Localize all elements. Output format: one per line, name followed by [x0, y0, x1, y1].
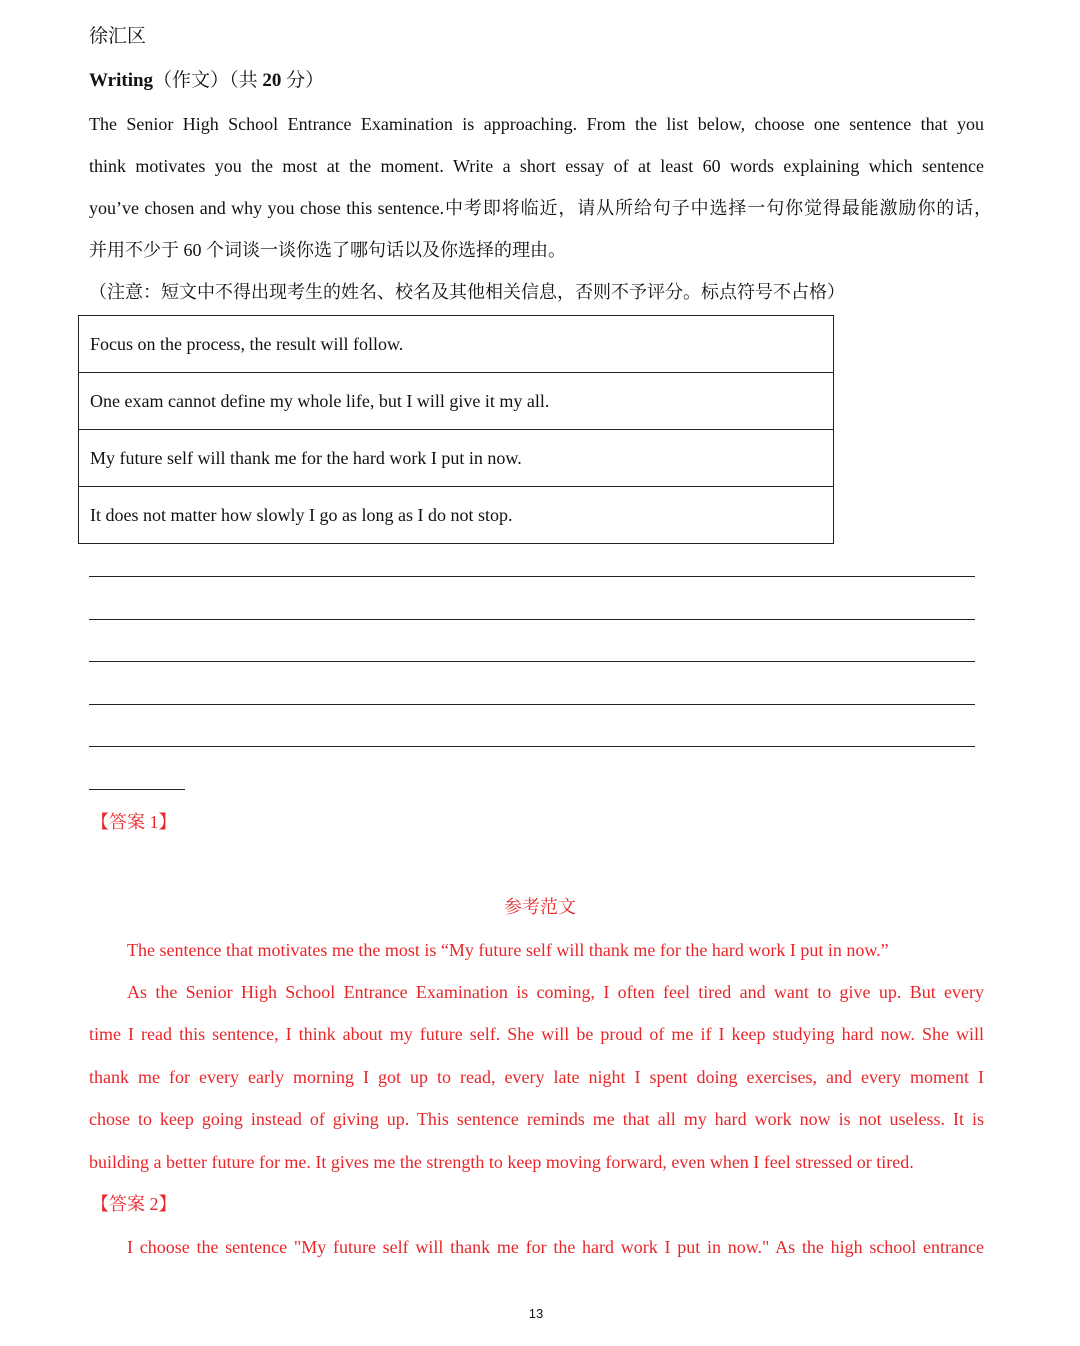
- prompt-line-1: The Senior High School Entrance Examination is approaching. From the list below, choose one sentence that you: [89, 114, 984, 134]
- answer-1-paragraph-2-line-4: chose to keep going instead of giving up. This sentence reminds me that all my hard work now is not useless. It is: [89, 1109, 984, 1129]
- answer-1-paragraph-2-line-5: building a better future for me. It gives me the strength to keep moving forward, even when I feel stressed or tired.: [89, 1152, 914, 1172]
- table-row: [79, 373, 834, 430]
- option-sentence-1: Focus on the process, the result will follow.: [79, 316, 834, 373]
- option-sentence-4: It does not matter how slowly I go as long as I do not stop.: [79, 487, 834, 544]
- answer-line-short: [89, 789, 185, 790]
- answer-line: [89, 619, 975, 620]
- prompt-line-2: think motivates you the most at the moment. Write a short essay of at least 60 words explaining which sentence: [89, 156, 984, 176]
- option-sentence-3: My future self will thank me for the hard work I put in now.: [79, 430, 834, 487]
- table-row: [79, 430, 834, 487]
- option-sentence-2: One exam cannot define my whole life, but I will give it my all.: [79, 373, 834, 430]
- answer-1-paragraph-2-line-3: thank me for every early morning I got up to read, every late night I spent doing exercises, and every moment I: [89, 1067, 984, 1087]
- section-title-cn: （作文）: [153, 70, 230, 91]
- section-title-en: Writing: [89, 70, 154, 91]
- prompt-line-3: you’ve chosen and why you chose this sentence.中考即将临近，请从所给句子中选择一句你觉得最能激励你的话，: [89, 198, 992, 218]
- model-essay-title: 参考范文: [504, 897, 576, 917]
- answer-line: [89, 704, 975, 705]
- district-label: 徐汇区: [89, 26, 147, 47]
- page-number: 13: [528, 1306, 544, 1321]
- answer-line: [89, 576, 975, 577]
- section-heading: [89, 70, 984, 92]
- answer-1-paragraph-2-line-1: As the Senior High School Entrance Examination is coming, I often feel tired and want to give up. But every: [127, 982, 984, 1002]
- table-row: [79, 487, 834, 544]
- section-score-num: 20: [262, 70, 282, 91]
- table-row: [79, 316, 834, 373]
- answer-2-label: 【答案 2】: [91, 1194, 177, 1214]
- section-score-post: 分）: [281, 70, 325, 91]
- answer-1-label: 【答案 1】: [91, 812, 177, 832]
- answer-line: [89, 661, 975, 662]
- prompt-line-4: 并用不少于 60 个词谈一谈你选了哪句话以及你选择的理由。: [89, 240, 566, 260]
- sentence-options-table: [78, 315, 834, 544]
- answer-2-paragraph-1: I choose the sentence "My future self will thank me for the hard work I put in now." As the high school entrance: [127, 1237, 984, 1257]
- answer-1-paragraph-1: The sentence that motivates me the most is “My future self will thank me for the hard work I put in now.”: [127, 940, 889, 960]
- section-score-pre: （共: [229, 70, 263, 91]
- answer-line: [89, 746, 975, 747]
- prompt-note: （注意：短文中不得出现考生的姓名、校名及其他相关信息，否则不予评分。标点符号不占格）: [89, 282, 845, 302]
- answer-1-paragraph-2-line-2: time I read this sentence, I think about my future self. She will be proud of me if I keep studying hard now. She will: [89, 1024, 984, 1044]
